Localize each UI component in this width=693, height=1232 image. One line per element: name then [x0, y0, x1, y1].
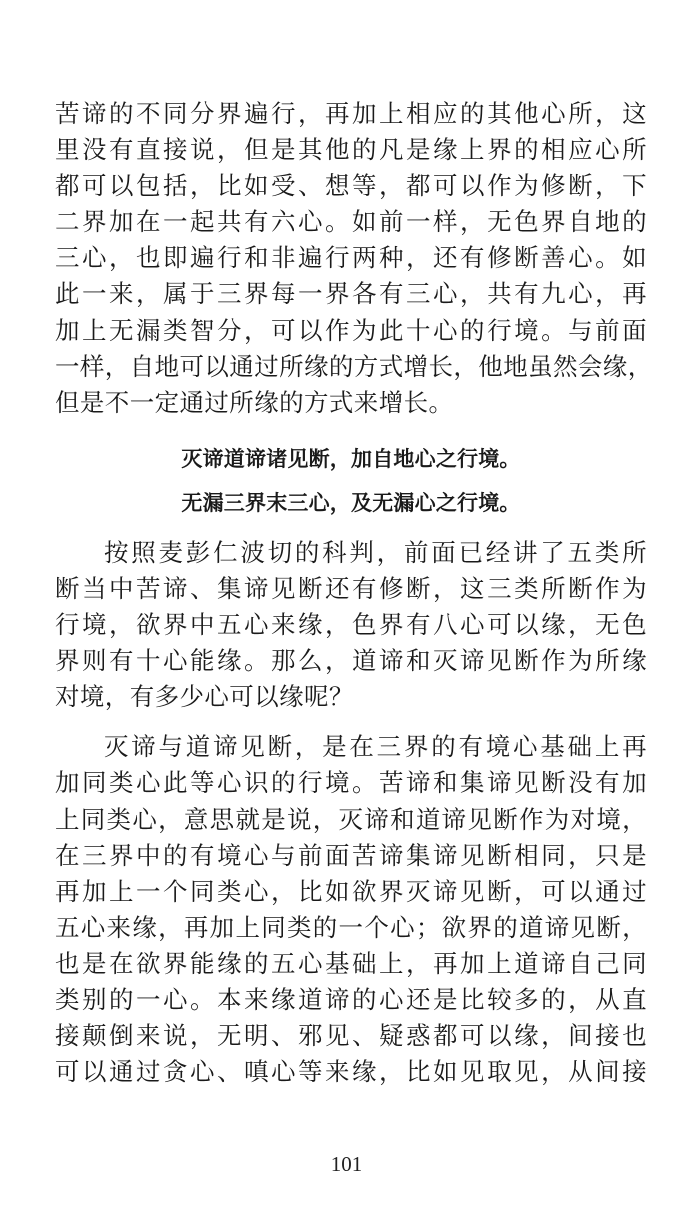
- paragraph-1: [55, 96, 653, 421]
- text-line: 也是在欲界能缘的五心基础上，再加上道谛自己同: [55, 948, 647, 978]
- text-line: 行境，欲界中五心来缘，色界有八心可以缘，无色: [55, 610, 647, 640]
- verse-heading-2: 无漏三界末三心，及无漏心之行境。: [181, 490, 521, 515]
- text-line: 再加上一个同类心，比如欲界灭谛见断，可以通过: [55, 876, 647, 906]
- paragraph-3: [55, 729, 647, 1090]
- verse-heading-1: 灭谛道谛诸见断，加自地心之行境。: [181, 446, 521, 471]
- text-line: 类别的一心。本来缘道谛的心还是比较多的，从直: [55, 984, 647, 1014]
- text-line: 此一来，属于三界每一界各有三心，共有九心，再: [55, 279, 647, 309]
- text-line: 接颠倒来说，无明、邪见、疑惑都可以缘，间接也: [55, 1021, 647, 1051]
- text-line: 按照麦彭仁波切的科判，前面已经讲了五类所: [104, 537, 647, 567]
- text-line: 苦谛的不同分界遍行，再加上相应的其他心所，这: [55, 99, 647, 128]
- text-line: 断当中苦谛、集谛见断还有修断，这三类所断作为: [55, 573, 647, 603]
- page-body: [55, 96, 653, 1090]
- text-line: 界则有十心能缘。那么，道谛和灭谛见断作为所缘: [55, 646, 647, 676]
- text-line: 上同类心，意思就是说，灭谛和道谛见断作为对境，: [55, 804, 647, 834]
- text-line: 对境，有多少心可以缘呢？: [55, 682, 354, 712]
- text-line: 一样，自地可以通过所缘的方式增长，他地虽然会缘，: [55, 351, 653, 381]
- text-line: 可以通过贪心、嗔心等来缘，比如见取见，从间接: [55, 1057, 647, 1087]
- text-line: 里没有直接说，但是其他的凡是缘上界的相应心所: [55, 135, 647, 165]
- text-line: 五心来缘，再加上同类的一个心；欲界的道谛见断，: [55, 912, 647, 942]
- text-line: 加上无漏类智分，可以作为此十心的行境。与前面: [55, 315, 647, 345]
- text-line: 都可以包括，比如受、想等，都可以作为修断，下: [55, 171, 647, 201]
- text-line: 在三界中的有境心与前面苦谛集谛见断相同，只是: [55, 840, 647, 870]
- text-line: 灭谛与道谛见断，是在三界的有境心基础上再: [104, 732, 647, 762]
- text-line: 二界加在一起共有六心。如前一样，无色界自地的: [55, 207, 647, 237]
- text-line: 但是不一定通过所缘的方式来增长。: [55, 387, 454, 417]
- text-line: 三心，也即遍行和非遍行两种，还有修断善心。如: [55, 243, 647, 273]
- text-line: 加同类心此等心识的行境。苦谛和集谛见断没有加: [55, 768, 647, 798]
- page-number: 101: [330, 1152, 363, 1176]
- paragraph-2: [55, 535, 647, 715]
